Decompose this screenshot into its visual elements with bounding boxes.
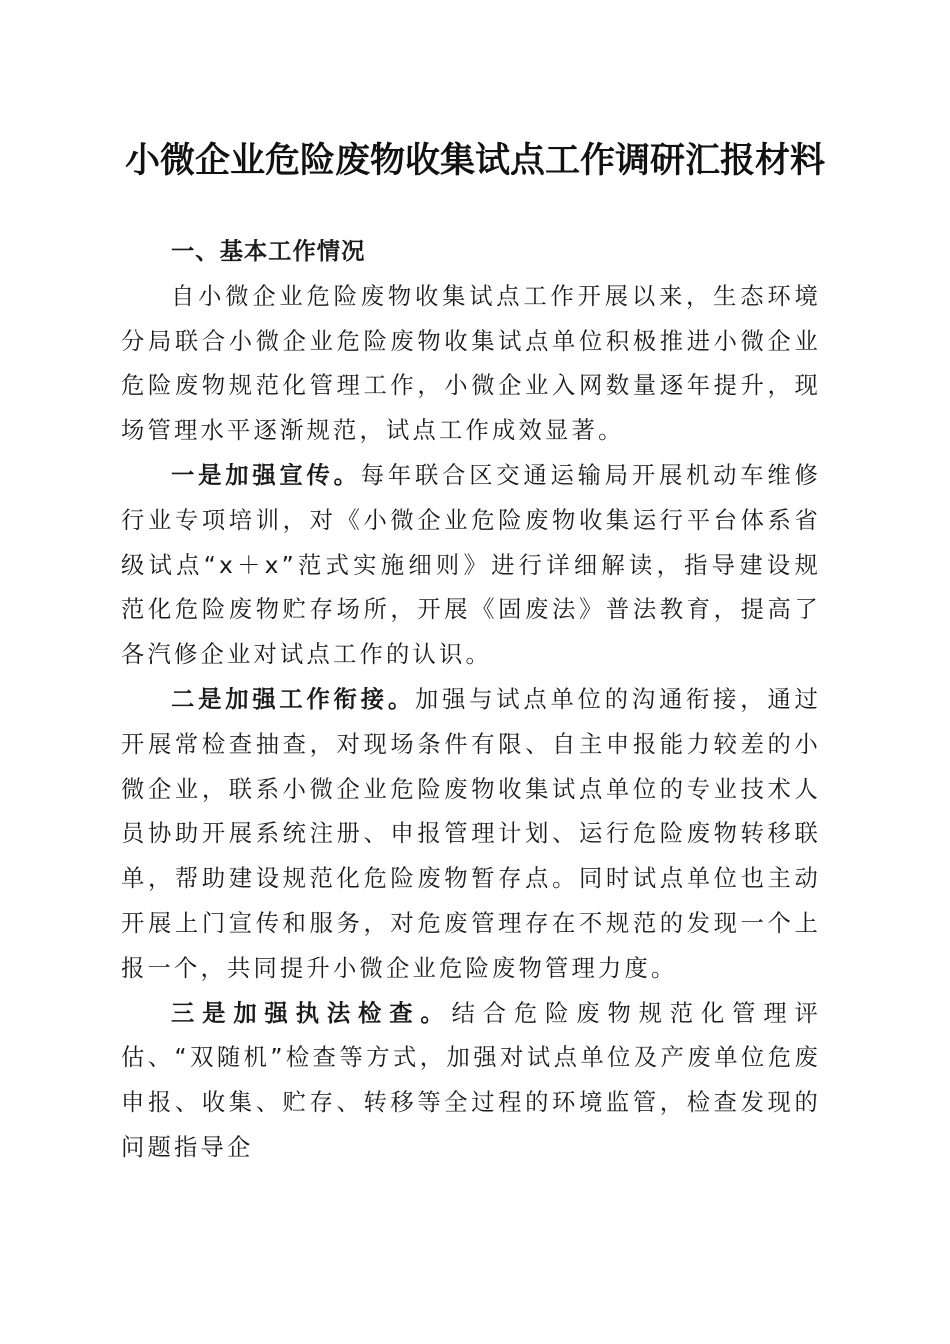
point-3-text: 结合危险废物规范化管理评估、“双随机”检查等方式，加强对试点单位及产废单位危废申报、收集、贮存、转移等全过程的环境监管，检查发现的问题指导企 — [121, 999, 821, 1161]
point-paragraph-2 — [121, 678, 821, 992]
point-1-text: 每年联合区交通运输局开展机动车维修行业专项培训，对《小微企业危险废物收集运行平台体系省级试点“x＋x”范式实施细则》进行详细解读，指导建设规范化危险废物贮存场所，开展《固废法》普法教育，提高了各汽修企业对试点工作的认识。 — [121, 461, 821, 669]
point-3-lead: 三是加强执法检查。 — [171, 999, 452, 1027]
point-2-lead: 二是加强工作衔接。 — [171, 685, 415, 713]
document-title: 小微企业危险废物收集试点工作调研汇报材料 — [124, 140, 825, 181]
section-heading: 一、基本工作情况 — [171, 238, 366, 265]
point-paragraph-3 — [121, 992, 821, 1171]
point-paragraph-1 — [121, 454, 821, 678]
document-body — [121, 230, 821, 1171]
intro-paragraph: 自小微企业危险废物收集试点工作开展以来，生态环境分局联合小微企业危险废物收集试点单位积极推进小微企业危险废物规范化管理工作，小微企业入网数量逐年提升，现场管理水平逐渐规范，试点工作成效显著。 — [121, 282, 821, 445]
point-2-text: 加强与试点单位的沟通衔接，通过开展常检查抽查，对现场条件有限、自主申报能力较差的小微企业，联系小微企业危险废物收集试点单位的专业技术人员协助开展系统注册、申报管理计划、运行危险废物转移联单，帮助建设规范化危险废物暂存点。同时试点单位也主动开展上门宣传和服务，对危废管理存在不规范的发现一个上报一个，共同提升小微企业危险废物管理力度。 — [121, 685, 821, 982]
point-1-lead: 一是加强宣传。 — [171, 461, 361, 489]
